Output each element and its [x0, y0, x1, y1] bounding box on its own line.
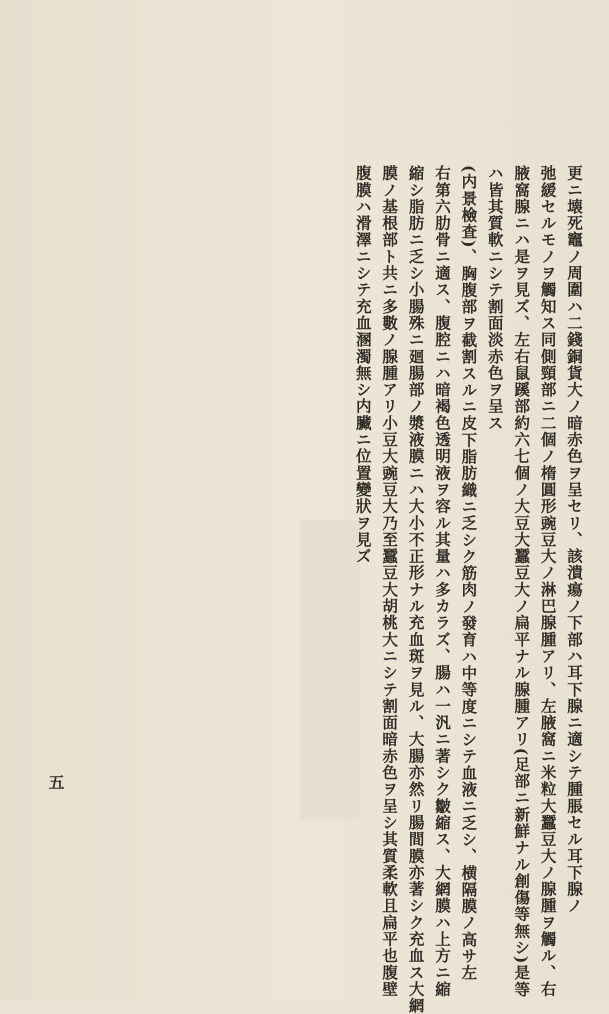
text-column: 縮シ脂肪ニ乏シ小腸殊ニ廻腸部ノ漿液膜ニハ大小不正形ナル充血斑ヲ見ル、大腸亦然リ腸間膜亦著シク充血ス大網 [406, 165, 426, 1014]
text-column: 腋窩腺ニハ是ヲ見ズ、左右鼠蹊部約六七個ノ大豆大蠶豆大ノ扁平ナル腺腫アリ(足部ニ新鮮ナル創傷等無シ)是等 [512, 165, 532, 998]
text-column: 膜ノ基根部ト共ニ多數ノ腺腫アリ小豆大豌豆大乃至蠶豆大胡桃大ニシテ割面暗赤色ヲ呈シ其質柔軟且扁平也腹壁 [380, 165, 400, 998]
text-column: (内景檢査)、胸腹部ヲ截割スルニ皮下脂肪織ニ乏シク筋肉ノ發育ハ中等度ニシテ血液ニ乏シ、横隔膜ノ高サ左 [459, 165, 479, 982]
text-column: 更ニ壊死竈ノ周圍ハ二錢銅貨大ノ暗赤色ヲ呈セリ、該潰瘍ノ下部ハ耳下腺ニ適シテ腫脹セル耳下腺ノ [565, 165, 584, 915]
text-column: 右第六肋骨ニ適ス、腹腔ニハ暗褐色透明液ヲ容ル其量ハ多カラズ、腸ハ一汎ニ著シク皺縮ス、大網膜ハ上方ニ縮 [432, 165, 452, 998]
vertical-text-block [349, 165, 587, 1014]
text-column: ハ皆其質軟ニシテ割面淡赤色ヲ呈ス [485, 165, 505, 432]
page-number: 五 [46, 774, 65, 790]
text-column: 弛緩セルモノヲ觸知ス同側頸部ニ二個ノ楕圓形豌豆大ノ淋巴腺腫アリ、左腋窩ニ米粒大蠶豆大ノ腺腫ヲ觸ル、右 [538, 165, 558, 998]
text-column: 腹膜ハ滑澤ニシテ充血溷濁無シ内臟ニ位置變狀ヲ見ズ [353, 165, 373, 565]
